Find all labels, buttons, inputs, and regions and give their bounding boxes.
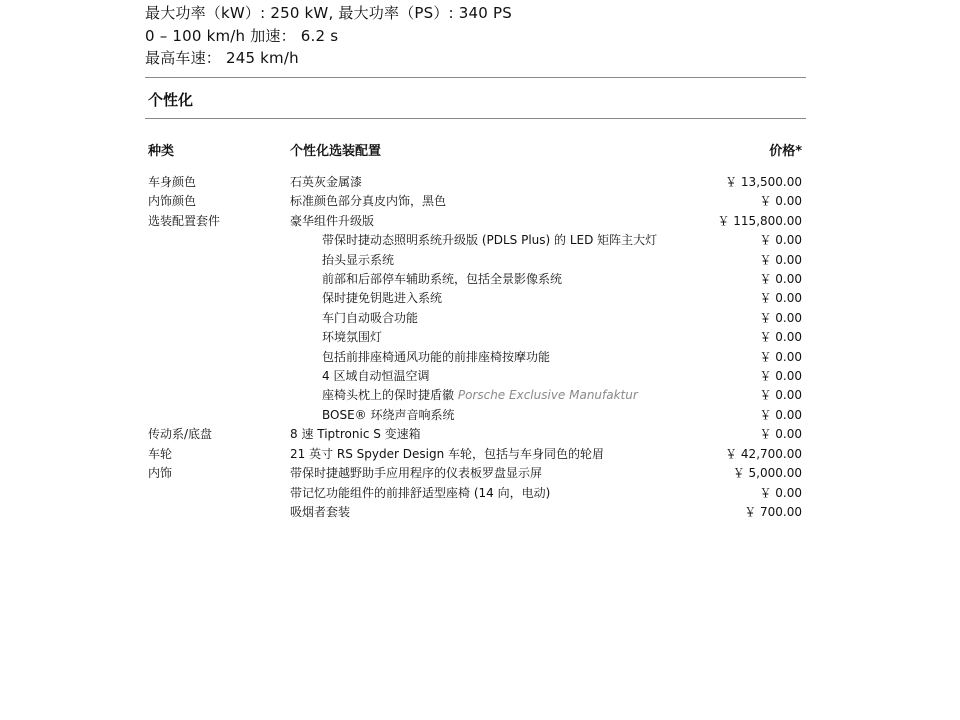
table-row bbox=[145, 173, 806, 192]
exclusive-manufaktur-note: Porsche Exclusive Manufaktur bbox=[457, 388, 638, 403]
row-option: 带保时捷越野助手应用程序的仪表板罗盘显示屏 bbox=[290, 466, 543, 481]
table-row bbox=[145, 289, 806, 308]
row-option: 标准颜色部分真皮内饰，黑色 bbox=[290, 194, 447, 209]
table-row bbox=[145, 425, 806, 444]
row-option: 保时捷免钥匙进入系统 bbox=[322, 291, 443, 306]
row-price: ￥ 0.00 bbox=[759, 233, 802, 248]
row-price: ￥ 42,700.00 bbox=[725, 446, 802, 461]
row-price: ￥ 5,000.00 bbox=[732, 466, 802, 481]
section-title: 个性化 bbox=[148, 91, 194, 109]
row-option: 抬头显示系统 bbox=[322, 252, 395, 267]
table-row bbox=[145, 348, 806, 367]
table-row bbox=[145, 270, 806, 289]
row-option: 环境氛围灯 bbox=[322, 330, 383, 345]
row-category: 车轮 bbox=[148, 446, 173, 461]
row-price: ￥ 0.00 bbox=[759, 388, 802, 403]
row-option: 带记忆功能组件的前排舒适型座椅 (14 向，电动) bbox=[290, 485, 551, 500]
row-price: ￥ 0.00 bbox=[759, 330, 802, 345]
table-row bbox=[145, 251, 806, 270]
section-divider-top bbox=[145, 77, 806, 78]
acceleration-line: 0 – 100 km/h 加速： 6.2 s bbox=[145, 26, 339, 45]
row-price: ￥ 0.00 bbox=[759, 407, 802, 422]
row-option: 21 英寸 RS Spyder Design 车轮，包括与车身同色的轮眉 bbox=[290, 446, 604, 461]
max-power-line: 最大功率（kW）: 250 kW, 最大功率（PS）: 340 PS bbox=[145, 4, 512, 22]
row-price: ￥ 0.00 bbox=[759, 310, 802, 325]
row-option: 前部和后部停车辅助系统，包括全景影像系统 bbox=[322, 272, 563, 287]
top-speed-line: 最高车速： 245 km/h bbox=[145, 49, 299, 67]
row-option: 石英灰金属漆 bbox=[290, 175, 363, 189]
table-row bbox=[145, 445, 806, 464]
row-option: 带保时捷动态照明系统升级版 (PDLS Plus) 的 LED 矩阵主大灯 bbox=[322, 233, 658, 248]
row-price: ￥ 0.00 bbox=[759, 272, 802, 287]
row-price: ￥ 0.00 bbox=[759, 252, 802, 267]
row-option bbox=[322, 386, 672, 405]
column-header-price: 价格* bbox=[769, 144, 802, 159]
row-price: ￥ 0.00 bbox=[759, 485, 802, 500]
row-option: BOSE® 环绕声音响系统 bbox=[322, 407, 455, 422]
row-option: 吸烟者套装 bbox=[290, 504, 351, 519]
row-price: ￥ 700.00 bbox=[744, 504, 802, 519]
row-price: ￥ 0.00 bbox=[759, 291, 802, 306]
row-price: ￥ 115,800.00 bbox=[717, 213, 802, 228]
table-row bbox=[145, 231, 806, 250]
row-option: 车门自动吸合功能 bbox=[322, 310, 419, 325]
row-option: 豪华组件升级版 bbox=[290, 213, 375, 228]
row-category: 内饰颜色 bbox=[148, 194, 197, 209]
column-header-option: 个性化选装配置 bbox=[290, 144, 382, 159]
row-option-text: 座椅头枕上的保时捷盾徽 bbox=[322, 388, 455, 403]
table-row bbox=[145, 328, 806, 347]
column-header-category: 种类 bbox=[148, 144, 175, 159]
row-category: 传动系/底盘 bbox=[148, 427, 213, 442]
table-row bbox=[145, 367, 806, 386]
table-row bbox=[145, 212, 806, 231]
table-row bbox=[145, 464, 806, 483]
table-row bbox=[145, 503, 806, 522]
row-price: ￥ 0.00 bbox=[759, 349, 802, 364]
row-price: ￥ 0.00 bbox=[759, 194, 802, 209]
row-option: 包括前排座椅通风功能的前排座椅按摩功能 bbox=[322, 349, 551, 364]
section-divider-bottom bbox=[145, 118, 806, 119]
row-option: 8 速 Tiptronic S 变速箱 bbox=[290, 427, 421, 442]
spec-summary bbox=[145, 2, 512, 70]
row-category: 车身颜色 bbox=[148, 175, 197, 189]
table-row bbox=[145, 192, 806, 211]
row-price: ￥ 13,500.00 bbox=[725, 175, 802, 189]
options-table bbox=[145, 173, 806, 522]
table-row bbox=[145, 484, 806, 503]
row-option: 4 区域自动恒温空调 bbox=[322, 369, 430, 384]
table-row bbox=[145, 309, 806, 328]
table-row bbox=[145, 386, 806, 405]
row-price: ￥ 0.00 bbox=[759, 369, 802, 384]
row-category: 选装配置套件 bbox=[148, 213, 221, 228]
row-category: 内饰 bbox=[148, 466, 173, 481]
table-row bbox=[145, 406, 806, 425]
row-price: ￥ 0.00 bbox=[759, 427, 802, 442]
